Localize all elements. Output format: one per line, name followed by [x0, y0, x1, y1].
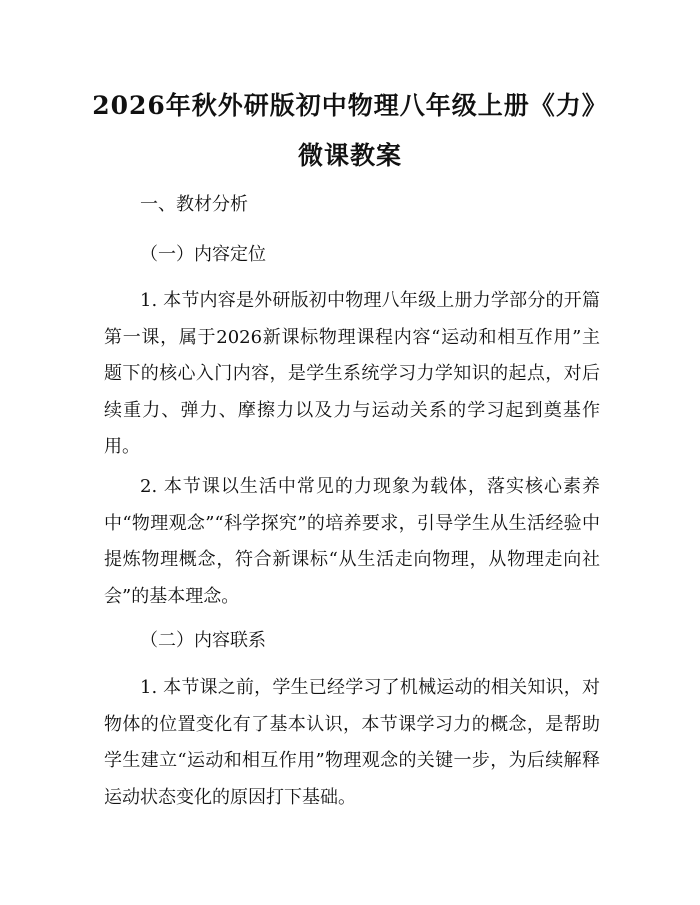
paragraph: 1. 本节内容是外研版初中物理八年级上册力学部分的开篇第一课，属于2026新课标物理课程内容“运动和相互作用”主题下的核心入门内容，是学生系统学习力学知识的起点，对后续重力、弹力、摩擦力以及力与运动关系的学习起到奠基作用。: [104, 290, 600, 457]
subsection-heading-content-positioning: （一）内容定位: [140, 244, 266, 265]
document-title-line-1: 2026年秋外研版初中物理八年级上册《力》: [92, 91, 608, 120]
paragraph: 1. 本节课之前，学生已经学习了机械运动的相关知识，对物体的位置变化有了基本认识，本节课学习力的概念，是帮助学生建立“运动和相互作用”物理观念的关键一步，为后续解释运动状态变化的原因打下基础。: [104, 677, 600, 808]
document-title-line-2: 微课教案: [297, 141, 402, 170]
subsection-heading-content-connection: （二）内容联系: [140, 630, 266, 651]
paragraph: 2. 本节课以生活中常见的力现象为载体，落实核心素养中“物理观念”“科学探究”的培养要求，引导学生从生活经验中提炼物理概念，符合新课标“从生活走向物理，从物理走向社会”的基本理念。: [104, 476, 600, 607]
section-heading-materials-analysis: 一、教材分析: [140, 194, 248, 215]
